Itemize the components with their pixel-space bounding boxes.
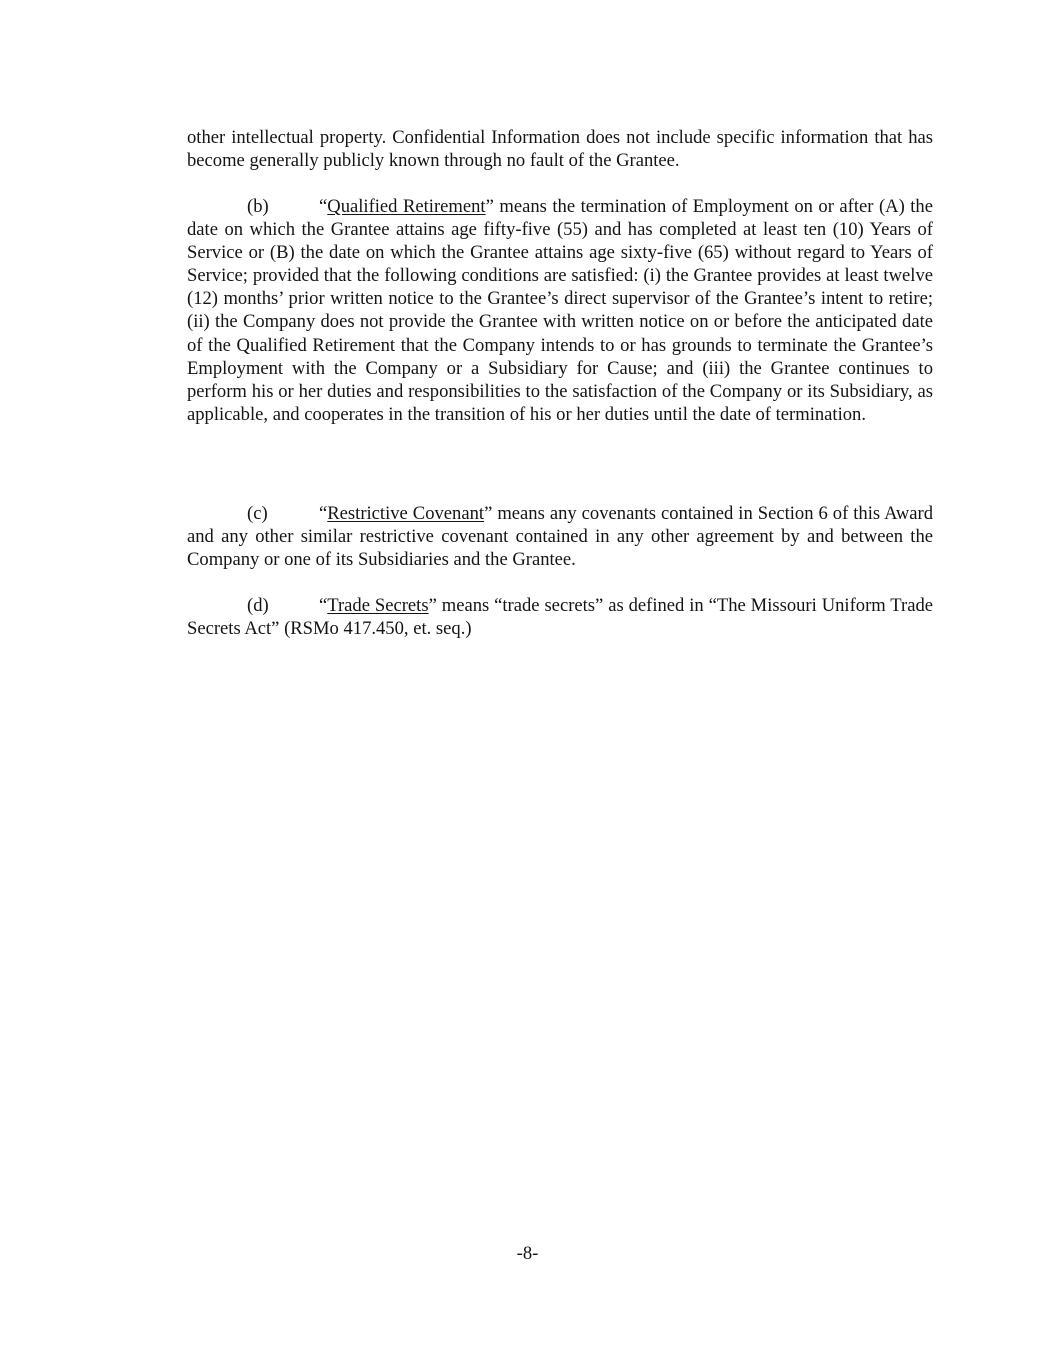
definition-restrictive-covenant: [187, 502, 933, 571]
definition-body: means “trade secrets” as defined in “The Missouri Uniform Trade Secrets Act” (RSMo 417.450, et. seq.): [187, 595, 933, 640]
defined-term: Trade Secrets: [327, 595, 429, 616]
close-quote: ”: [484, 503, 493, 524]
intro-paragraph: other intellectual property. Confidential Information does not include specific information that has become generally publicly known through no fault of the Grantee.: [187, 127, 933, 172]
defined-term: Qualified Retirement: [327, 196, 486, 217]
defined-term: Restrictive Covenant: [327, 503, 485, 524]
definition-label: (d): [247, 595, 269, 616]
definition-body: means the termination of Employment on or after (A) the date on which the Grantee attains age fifty-five (55) and has completed at least ten (10) Years of Service or (B) the date on which the Grantee attains age sixty-five (65) without regard to Years of Service; provided that the following conditions are satisfied: (i) the Grantee provides at least twelve (12) months’ prior written notice to the Grantee’s direct supervisor of the Grantee’s intent to retire; (ii) the Company does not provide the Grantee with written notice on or before the anticipated date of the Qualified Retirement that the Company intends to or has grounds to terminate the Grantee’s Employment with the Company or a Subsidiary for Cause; and (iii) the Grantee continues to perform his or her duties and responsibilities to the satisfaction of the Company or its Subsidiary, as applicable, and cooperates in the transition of his or her duties until the date of termination.: [187, 196, 933, 425]
definition-qualified-retirement: [187, 195, 933, 426]
close-quote: ”: [485, 196, 494, 217]
definition-trade-secrets: [187, 594, 933, 640]
open-quote: “: [319, 196, 328, 217]
definition-body: means any covenants contained in Section 6 of this Award and any other similar restrictive covenant contained in any other agreement by and between the Company or one of its Subsidiaries and the Grantee.: [187, 503, 933, 571]
close-quote: ”: [428, 595, 437, 616]
definition-label: (b): [247, 196, 269, 217]
definition-label: (c): [247, 503, 268, 524]
open-quote: “: [319, 503, 328, 524]
page-number: -8-: [516, 1243, 539, 1264]
open-quote: “: [319, 595, 328, 616]
